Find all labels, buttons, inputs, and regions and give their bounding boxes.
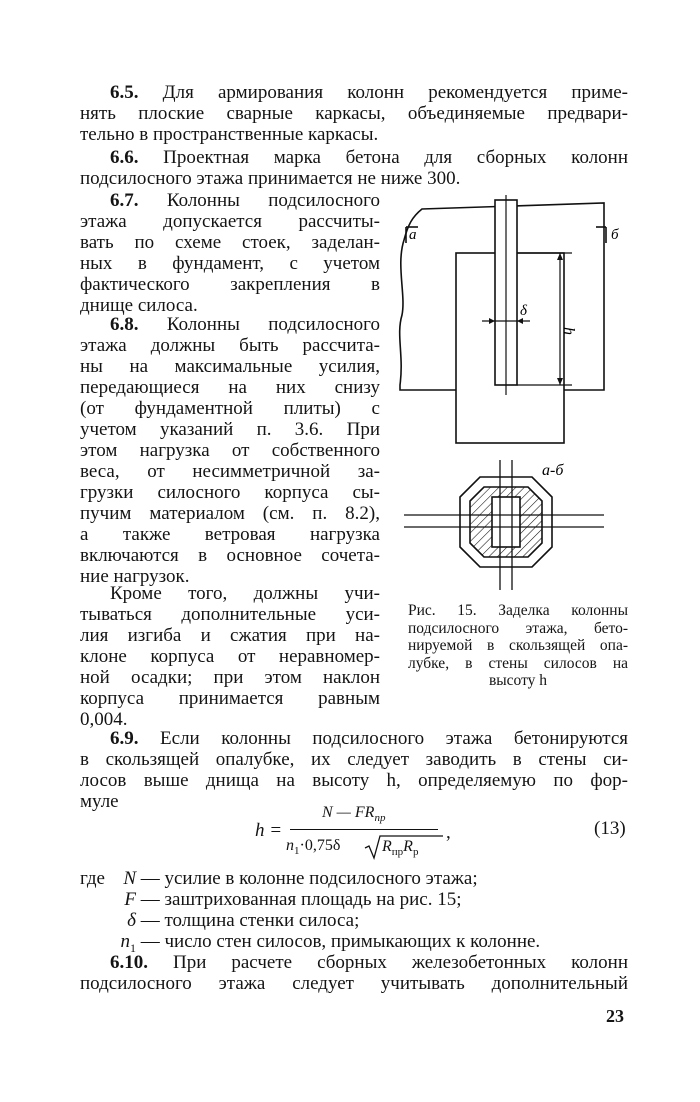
page-number: 23 — [606, 1006, 624, 1026]
formula-legend — [80, 868, 640, 959]
clause-number: 6.5. — [110, 82, 139, 103]
formula-number: (13) — [594, 818, 626, 839]
cross-section — [404, 460, 604, 590]
paragraph-6-8: 6.8. Колонны подсилосного этажа должны быть рассчита- ны на максимальные усилия, передающиеся на них снизу (от фундаментной плиты) с учетом указаний п. 3.6. При этом нагрузка от собственного веса, от несимметричной за- грузки силосного корпуса сы- пучим материалом (см. п. 8.2), а также ветровая нагрузка включаются в основное сочета- ние нагрузок. — [80, 314, 381, 587]
label-b: б — [611, 227, 619, 243]
root-contents: $R_{пр}R_р$ — [382, 838, 419, 859]
formula-13 — [0, 800, 700, 864]
label-h: h — [560, 327, 577, 335]
paragraph-6-6: 6.6. Проектная марка бетона для сборных колонн подсилосного этажа принимается не ниже 300. — [80, 147, 629, 189]
label-delta: δ — [520, 303, 527, 319]
clause-number: 6.10. — [110, 952, 148, 973]
paragraph-6-7: 6.7. Колонны подсилосного этажа допускается рассчиты- вать по схеме стоек, заделан- ных в фундамент, с учетом фактического закрепления в днище силоса. — [80, 190, 381, 316]
paragraph-additional: Кроме того, должны учи- тываться дополнительные уси- лия изгиба и сжатия при на- клоне корпуса от неравномер- ной осадки; при этом наклон корпуса принимается равным 0,004. — [80, 583, 380, 730]
figure-15 — [392, 195, 652, 600]
legend-row: δ — толщина стенки силоса; — [127, 910, 360, 931]
fraction-bar — [290, 829, 438, 830]
section-label: а-б — [542, 462, 564, 479]
paragraph-6-10: 6.10. При расчете сборных железобетонных колонн подсилосного этажа следует учитывать дополнительный — [80, 952, 629, 994]
elevation-view — [400, 195, 606, 443]
formula-lhs: h = — [255, 820, 283, 841]
formula-denominator: $n_1\cdot 0,75\delta$ — [286, 837, 341, 858]
clause-number: 6.7. — [110, 190, 139, 211]
legend-row: F — заштрихованная площадь на рис. 15; — [124, 889, 462, 910]
clause-number: 6.8. — [110, 314, 139, 335]
legend-row: $n_1$ — число стен силосов, примыкающих к колонне. — [120, 931, 541, 955]
paragraph-6-9: 6.9. Если колонны подсилосного этажа бетонируются в скользящей опалубке, их следует заводить в стены си- лосов выше днища на высоту h, определяемую по фор- муле — [80, 728, 629, 812]
legend-row: где N — усилие в колонне подсилосного этажа; — [80, 868, 478, 889]
clause-number: 6.6. — [110, 147, 139, 168]
paragraph-6-5: 6.5. Для армирования колонн рекомендуется приме- нять плоские сварные каркасы, объединяемые предвари- тельно в пространственные каркасы. — [80, 82, 628, 145]
figure-caption: Рис. 15. Заделка колонны подсилосного этажа, бето- нируемой в скользящей опа- лубке, в стены силосов на высоту h — [408, 602, 628, 689]
formula-numerator: N — $FR_{пр}$ — [322, 804, 386, 825]
section-core — [492, 497, 520, 547]
label-a: а — [409, 227, 417, 243]
clause-number: 6.9. — [110, 728, 139, 749]
formula-comma: , — [446, 822, 451, 843]
